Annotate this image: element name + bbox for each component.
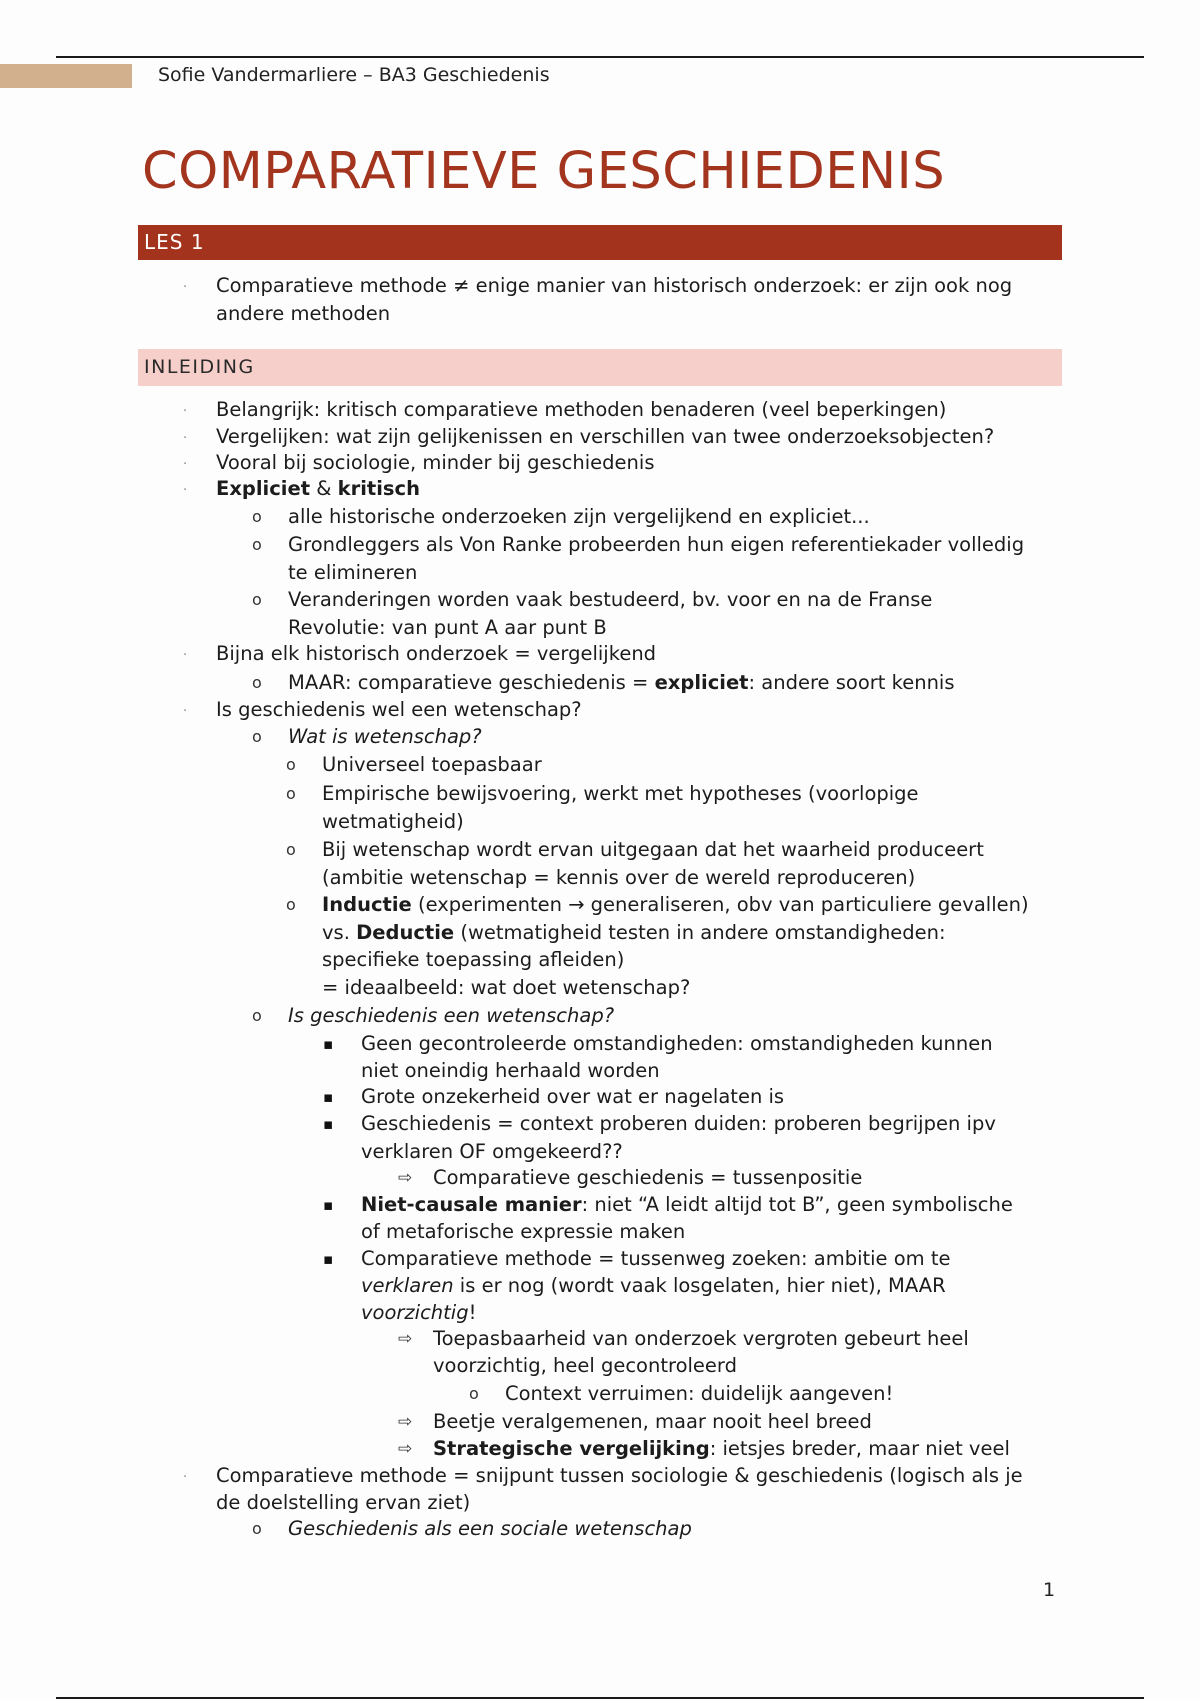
list-item (216, 476, 420, 502)
list-item: Comparatieve methode = snijpunt tussen sociologie & geschiedenis (logisch als je (216, 1464, 1023, 1487)
bullet-circle: o (252, 727, 262, 746)
bold-text: Expliciet (216, 477, 311, 500)
bullet-circle: o (252, 535, 262, 554)
bullet-square: ▪ (323, 1196, 334, 1214)
text-run: : andere soort kennis (748, 671, 955, 694)
list-item: Vergelijken: wat zijn gelijkenissen en verschillen van twee onderzoeksobjecten? (216, 425, 995, 448)
list-item-continuation: = ideaalbeeld: wat doet wetenschap? (322, 976, 691, 999)
bold-text: Strategische vergelijking (433, 1437, 710, 1460)
list-item: Comparatieve methode = tussenweg zoeken: ambitie om te (361, 1247, 951, 1270)
text-run: & (310, 477, 338, 500)
bullet-arrow: ⇨ (398, 1168, 413, 1188)
bullet-circle: o (252, 673, 262, 692)
list-item: Geen gecontroleerde omstandigheden: omstandigheden kunnen (361, 1032, 993, 1055)
list-item-continuation: te elimineren (288, 561, 418, 584)
list-item-continuation: niet oneindig herhaald worden (361, 1059, 660, 1082)
section-heading-inleiding: INLEIDING (138, 349, 1062, 386)
running-header: Sofie Vandermarliere – BA3 Geschiedenis (158, 64, 550, 86)
list-item (288, 670, 955, 696)
italic-text: voorzichtig (361, 1301, 469, 1324)
section-heading-les1: LES 1 (138, 225, 1062, 260)
bullet-dot: · (183, 431, 188, 446)
list-item (433, 1436, 1010, 1462)
bullet-circle: o (286, 784, 296, 803)
list-item: Geschiedenis als een sociale wetenschap (288, 1517, 692, 1540)
header-accent-bar (0, 64, 132, 88)
bullet-dot: · (183, 404, 188, 419)
list-item: Toepasbaarheid van onderzoek vergroten gebeurt heel (433, 1327, 969, 1350)
list-item-continuation: wetmatigheid) (322, 810, 464, 833)
bold-text: Deductie (356, 921, 455, 944)
bullet-circle: o (286, 895, 296, 914)
list-item-continuation: voorzichtig, heel gecontroleerd (433, 1354, 737, 1377)
text-run: ! (468, 1301, 477, 1324)
list-item: Universeel toepasbaar (322, 753, 542, 776)
bullet-dot: · (183, 483, 188, 498)
list-item (361, 1192, 1013, 1218)
bold-text: kritisch (337, 477, 420, 500)
bullet-circle: o (252, 1519, 262, 1538)
bullet-arrow: ⇨ (398, 1329, 413, 1349)
list-item: Is geschiedenis wel een wetenschap? (216, 698, 582, 721)
list-item: Is geschiedenis een wetenschap? (288, 1004, 615, 1027)
bullet-circle: o (252, 507, 262, 526)
list-item-continuation: (ambitie wetenschap = kennis over de wereld reproduceren) (322, 866, 916, 889)
bullet-square: ▪ (323, 1250, 334, 1268)
list-item: Vooral bij sociologie, minder bij geschiedenis (216, 451, 655, 474)
list-item: Belangrijk: kritisch comparatieve methoden benaderen (veel beperkingen) (216, 398, 947, 421)
list-item: Bij wetenschap wordt ervan uitgegaan dat het waarheid produceert (322, 838, 984, 861)
bullet-circle: o (252, 590, 262, 609)
italic-text: verklaren (361, 1274, 454, 1297)
list-item: Beetje veralgemenen, maar nooit heel breed (433, 1410, 872, 1433)
list-item: Grote onzekerheid over wat er nagelaten is (361, 1085, 785, 1108)
bullet-circle: o (252, 1006, 262, 1025)
page-number: 1 (1043, 1579, 1056, 1601)
list-item: Veranderingen worden vaak bestudeerd, bv. voor en na de Franse (288, 588, 933, 611)
bullet-dot: · (183, 280, 188, 295)
bullet-dot: · (183, 648, 188, 663)
list-item-continuation: specifieke toepassing afleiden) (322, 948, 625, 971)
list-item: Bijna elk historisch onderzoek = vergelijkend (216, 642, 657, 665)
list-item-continuation (322, 920, 946, 946)
list-item: Wat is wetenschap? (288, 725, 482, 748)
bold-text: expliciet (654, 671, 749, 694)
bullet-arrow: ⇨ (398, 1439, 413, 1459)
list-item-continuation: de doelstelling ervan ziet) (216, 1491, 471, 1514)
bullet-circle: o (286, 755, 296, 774)
list-item-continuation: Revolutie: van punt A aar punt B (288, 616, 607, 639)
bullet-dot: · (183, 704, 188, 719)
bold-text: Inductie (322, 893, 412, 916)
header-rule (56, 56, 1144, 58)
bullet-arrow: ⇨ (398, 1412, 413, 1432)
list-item: Geschiedenis = context proberen duiden: proberen begrijpen ipv (361, 1112, 996, 1135)
list-item: Empirische bewijsvoering, werkt met hypotheses (voorlopige (322, 782, 919, 805)
list-item: alle historische onderzoeken zijn vergelijkend en expliciet... (288, 505, 870, 528)
document-title: COMPARATIEVE GESCHIEDENIS (142, 142, 946, 201)
text-run: : ietsjes breder, maar niet veel (709, 1437, 1010, 1460)
text-run: (experimenten → generaliseren, obv van particuliere gevallen) (411, 893, 1029, 916)
list-item-continuation: andere methoden (216, 302, 391, 325)
list-item: Context verruimen: duidelijk aangeven! (505, 1382, 894, 1405)
list-item-continuation: verklaren OF omgekeerd?? (361, 1140, 623, 1163)
bullet-dot: · (183, 1470, 188, 1485)
list-item-continuation (361, 1273, 946, 1299)
bullet-circle: o (286, 840, 296, 859)
bullet-square: ▪ (323, 1035, 334, 1053)
text-run: MAAR: comparatieve geschiedenis = (288, 671, 655, 694)
list-item: Comparatieve methode ≠ enige manier van historisch onderzoek: er zijn ook nog (216, 274, 1013, 297)
list-item-continuation (361, 1300, 476, 1326)
list-item: Grondleggers als Von Ranke probeerden hun eigen referentiekader volledig (288, 533, 1025, 556)
bullet-square: ▪ (323, 1088, 334, 1106)
list-item (322, 892, 1029, 918)
text-run: : niet “A leidt altijd tot B”, geen symbolische (581, 1193, 1013, 1216)
bold-text: Niet-causale manier (361, 1193, 582, 1216)
bullet-square: ▪ (323, 1115, 334, 1133)
list-item: Comparatieve geschiedenis = tussenpositie (433, 1166, 863, 1189)
text-run: is er nog (wordt vaak losgelaten, hier niet), MAAR (453, 1274, 946, 1297)
list-item-continuation: of metaforische expressie maken (361, 1220, 686, 1243)
text-run: vs. (322, 921, 357, 944)
footer-rule (56, 1697, 1144, 1699)
bullet-dot: · (183, 457, 188, 472)
text-run: (wetmatigheid testen in andere omstandigheden: (454, 921, 946, 944)
bullet-circle: o (469, 1384, 479, 1403)
